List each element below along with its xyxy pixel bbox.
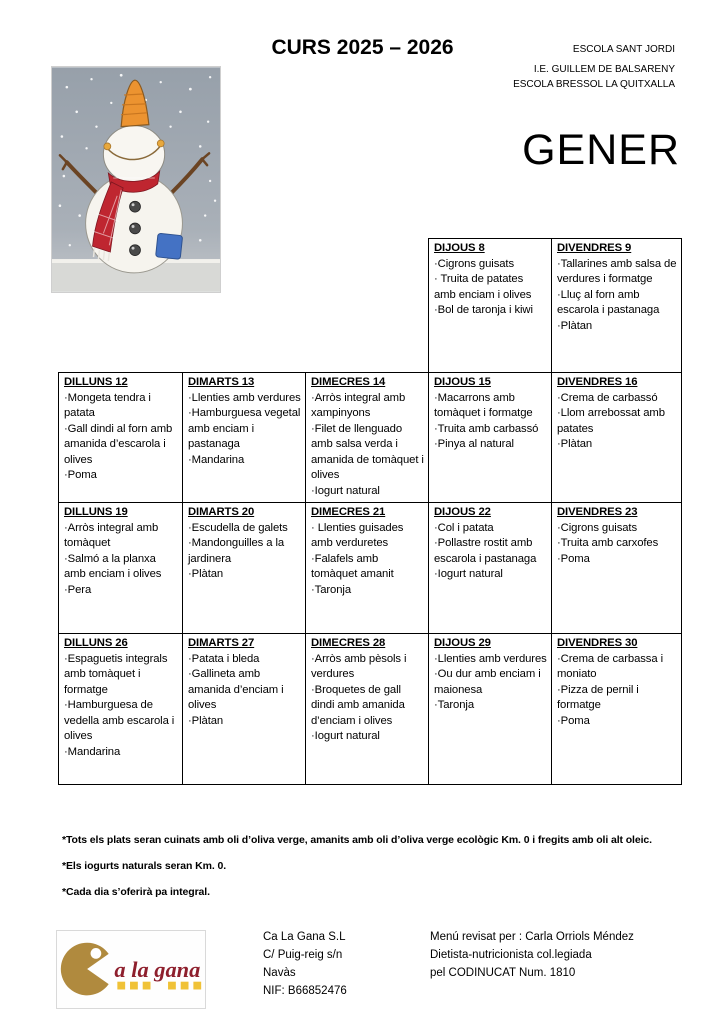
- dish-list: [434, 521, 547, 583]
- dish-list: [434, 257, 547, 319]
- dish-item: ·Hamburguesa vegetal amb enciam i pastanaga: [188, 407, 301, 450]
- cell-divendres-23: [552, 503, 682, 634]
- day-header: DIVENDRES 23: [557, 506, 638, 518]
- footnote-yogurt: *Els iogurts naturals seran Km. 0.: [62, 860, 227, 872]
- company-city: Navàs: [263, 967, 296, 979]
- dish-list: [311, 521, 424, 599]
- day-header: DIJOUS 29: [434, 637, 491, 649]
- dish-list: [557, 391, 677, 453]
- dish-item: ·Arròs integral amb tomàquet: [64, 521, 159, 549]
- dish-item: ·Arròs integral amb xampinyons: [311, 391, 406, 419]
- dish-item: ·Pinya al natural: [434, 438, 514, 450]
- cell-dilluns-26: [59, 634, 183, 785]
- week-row-2: [59, 373, 682, 503]
- dish-list: [557, 652, 677, 730]
- dish-item: ·Broquetes de gall dindi amb amanida d’enciam i olives: [311, 683, 405, 727]
- dish-item: ·Gallineta amb amanida d’enciam i olives: [188, 668, 284, 711]
- day-header: DILLUNS 19: [64, 506, 128, 518]
- cell-divendres-9: [552, 239, 682, 373]
- day-header: DIVENDRES 16: [557, 376, 638, 388]
- empty-cell: [183, 239, 306, 373]
- cell-dimarts-27: [183, 634, 306, 785]
- cell-divendres-16: [552, 373, 682, 503]
- day-header: DIJOUS 22: [434, 506, 491, 518]
- company-info: [263, 928, 347, 1000]
- dish-item: ·Iogurt natural: [311, 484, 380, 497]
- revision-line-1: Menú revisat per : Carla Orriols Méndez: [430, 931, 634, 943]
- dish-list: [557, 521, 677, 568]
- dish-list: [188, 521, 301, 583]
- week-row-3: [59, 503, 682, 634]
- cell-dijous-22: [429, 503, 552, 634]
- revision-line-2: Dietista-nutricionista col.legiada: [430, 949, 592, 961]
- dish-item: ·Llom arrebossat amb patates: [557, 407, 665, 435]
- dish-item: ·Iogurt natural: [311, 730, 380, 742]
- dish-item: ·Crema de carbassa i moniato: [557, 652, 663, 680]
- dish-list: [557, 257, 677, 335]
- cell-dijous-29: [429, 634, 552, 785]
- dish-item: ·Iogurt natural: [434, 568, 503, 580]
- dish-item: ·Lluç al forn amb escarola i pastanaga: [557, 288, 660, 316]
- dish-item: ·Mongeta tendra i patata: [64, 391, 151, 419]
- dish-list: [188, 391, 301, 469]
- cell-dimecres-14: [306, 373, 429, 503]
- empty-cell: [306, 239, 429, 373]
- school-line-1: ESCOLA SANT JORDI: [572, 44, 675, 55]
- cell-dijous-15: [429, 373, 552, 503]
- dish-list: [311, 652, 424, 745]
- dish-item: ·Mandarina: [188, 453, 245, 466]
- cell-dimarts-13: [183, 373, 306, 503]
- snowman-head: [103, 126, 164, 183]
- dish-list: [188, 652, 301, 730]
- dish-item: ·Plàtan: [557, 319, 593, 332]
- company-name: Ca La Gana S.L: [263, 931, 346, 943]
- empty-cell: [59, 239, 183, 373]
- dish-item: ·Crema de carbassó: [557, 391, 658, 404]
- logo-dot-squares: [117, 982, 201, 990]
- dish-item: ·Col i patata: [434, 521, 494, 534]
- dish-item: ·Poma: [557, 714, 590, 727]
- day-header: DIJOUS 8: [434, 242, 485, 254]
- footnote-oil: *Tots els plats seran cuinats amb oli d’oliva verge, amanits amb oli d’oliva verge ecològic Km. 0 i fregits amb oli alt oleic.: [62, 834, 652, 846]
- dish-item: ·Filet de llenguado amb salsa verda i amanida de tomàquet i olives: [311, 422, 424, 481]
- day-header: DIMARTS 13: [188, 376, 255, 388]
- dish-item: ·Mandarina: [64, 745, 121, 758]
- dish-item: ·Truita amb carbassó: [434, 422, 539, 435]
- dish-item: ·Cigrons guisats: [557, 521, 638, 534]
- revision-info: [430, 928, 634, 982]
- dish-item: ·Poma: [557, 552, 590, 565]
- day-header: DIMECRES 21: [311, 506, 386, 518]
- dish-item: ·Llenties amb verdures: [434, 652, 547, 665]
- dish-item: ·Tallarines amb salsa de verdures i formatge: [557, 257, 677, 285]
- dish-item: ·Salmó a la planxa amb enciam i olives: [64, 552, 162, 580]
- week-row-4: [59, 634, 682, 785]
- dish-item: ·Plàtan: [188, 568, 224, 580]
- day-header: DILLUNS 26: [64, 637, 128, 649]
- school-names: [513, 42, 675, 92]
- cell-divendres-30: [552, 634, 682, 785]
- dish-item: ·Truita amb carxofes: [557, 537, 659, 549]
- company-street: C/ Puig-reig s/n: [263, 949, 343, 961]
- revision-line-3: pel CODINUCAT Num. 1810: [430, 967, 576, 979]
- footnotes: [62, 833, 652, 911]
- dish-item: ·Bol de taronja i kiwi: [434, 304, 533, 316]
- day-header: DILLUNS 12: [64, 376, 128, 388]
- dish-item: ·Hamburguesa de vedella amb escarola i olives: [64, 699, 175, 742]
- dish-item: ·Falafels amb tomàquet amanit: [311, 552, 394, 580]
- cell-dimarts-20: [183, 503, 306, 634]
- dish-item: ·Pera: [64, 583, 92, 596]
- dish-item: · Truita de patates amb enciam i olives: [434, 273, 532, 301]
- cell-dilluns-19: [59, 503, 183, 634]
- dish-item: ·Ou dur amb enciam i maionesa: [434, 668, 541, 696]
- course-title: CURS 2025 – 2026: [271, 36, 454, 59]
- day-header: DIVENDRES 9: [557, 242, 632, 254]
- company-logo: [56, 930, 206, 1009]
- cell-dimecres-28: [306, 634, 429, 785]
- cell-dijous-8: [429, 239, 552, 373]
- pacman-logo-icon: [61, 943, 109, 996]
- day-header: DIJOUS 15: [434, 376, 491, 388]
- company-nif: NIF: B66852476: [263, 985, 347, 997]
- day-header: DIMECRES 14: [311, 376, 386, 388]
- cell-dimecres-21: [306, 503, 429, 634]
- dish-list: [311, 391, 424, 500]
- day-header: DIMARTS 20: [188, 506, 255, 518]
- dish-item: ·Taronja: [434, 699, 475, 711]
- a-la-gana-logo: [57, 931, 205, 1008]
- dish-item: ·Cigrons guisats: [434, 257, 515, 270]
- dish-item: ·Poma: [64, 469, 97, 481]
- dish-item: ·Espaguetis integrals amb tomàquet i formatge: [64, 652, 168, 696]
- dish-item: ·Arròs amb pèsols i verdures: [311, 652, 407, 680]
- dish-item: ·Patata i bleda: [188, 652, 260, 665]
- dish-item: ·Plàtan: [188, 714, 224, 727]
- dish-list: [64, 652, 178, 761]
- dish-item: ·Taronja: [311, 583, 352, 596]
- dish-item: ·Pollastre rostit amb escarola i pastanaga: [434, 537, 537, 565]
- dish-item: ·Plàtan: [557, 438, 593, 450]
- week-row-1: [59, 239, 682, 373]
- menu-table: [58, 238, 682, 785]
- dish-item: ·Macarrons amb tomàquet i formatge: [434, 391, 533, 419]
- footnote-bread: *Cada dia s’oferirà pa integral.: [62, 886, 210, 898]
- cell-dilluns-12: [59, 373, 183, 503]
- day-header: DIMARTS 27: [188, 637, 255, 649]
- dish-item: ·Pizza de pernil i formatge: [557, 683, 639, 711]
- dish-item: · Llenties guisades amb verduretes: [311, 521, 404, 549]
- dish-list: [434, 391, 547, 453]
- dish-item: ·Llenties amb verdures: [188, 391, 301, 404]
- dish-item: ·Escudella de galets: [188, 521, 288, 534]
- dish-list: [64, 391, 178, 484]
- dish-list: [64, 521, 178, 599]
- day-header: DIMECRES 28: [311, 637, 386, 649]
- day-header: DIVENDRES 30: [557, 637, 638, 649]
- dish-item: ·Gall dindi al forn amb amanida d’escarola i olives: [64, 422, 173, 466]
- month-title: GENER: [522, 126, 680, 174]
- logo-wordmark: a la gana: [114, 956, 201, 982]
- dish-item: ·Mandonguilles a la jardinera: [188, 537, 285, 565]
- school-line-3: ESCOLA BRESSOL LA QUITXALLA: [513, 79, 675, 90]
- dish-list: [434, 652, 547, 714]
- pacman-eye: [91, 948, 102, 959]
- school-line-2: I.E. GUILLEM DE BALSARENY: [533, 64, 675, 75]
